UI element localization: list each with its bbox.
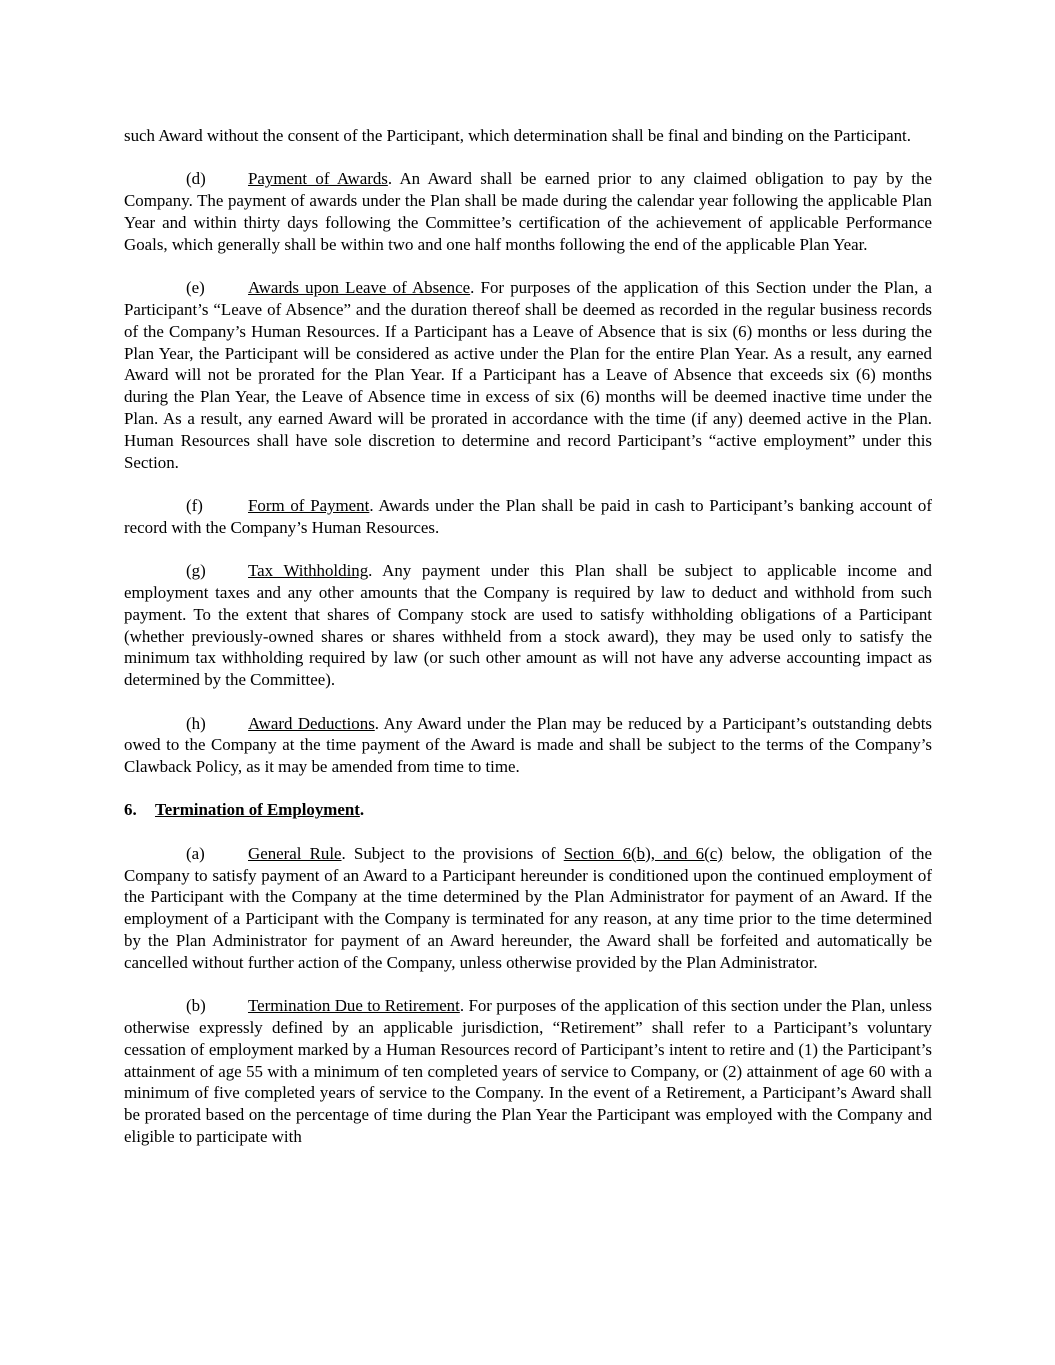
item-label: (d) — [186, 169, 206, 189]
item-label: (g) — [186, 561, 206, 581]
item-label: (f) — [186, 495, 203, 515]
section-number: 6. — [124, 800, 137, 820]
paragraph-5h — [124, 713, 932, 778]
continuation-paragraph: such Award without the consent of the Participant, which determination shall be final and binding on the Participant. — [124, 126, 911, 145]
section-reference: Section 6(b), and 6(c) — [563, 843, 723, 863]
item-title: Payment of Awards — [248, 169, 388, 189]
item-body: . An Award shall be earned prior to any claimed obligation to pay by the Company. The payment of awards under the Plan shall be made during the calendar year following the applicable Plan Year and within thirty days following the Committee’s certification of the achievement of applicable Performance Goals, which generally shall be within two and one half months following the end of the applicable Plan Year. — [124, 169, 932, 254]
item-label: (h) — [186, 713, 206, 733]
item-title: Awards upon Leave of Absence — [248, 278, 471, 298]
paragraph-5g — [124, 560, 932, 691]
section-title-punct: . — [359, 800, 365, 820]
item-body: . Any payment under this Plan shall be subject to applicable income and employment taxes and any other amounts that the Company is required by law to deduct and withhold from such payment. To the extent that shares of Company stock are used to satisfy withholding obligations of a Participant (whether previously-owned shares or shares withheld from a stock award), they may be used only to satisfy the minimum tax withholding required by law (or such other amount as will not have any adverse accounting impact as determined by the Committee). — [124, 561, 932, 690]
item-title: Form of Payment — [248, 495, 370, 515]
item-body: . Awards under the Plan shall be paid in cash to Participant’s banking account of record with the Company’s Human Resources. — [124, 495, 932, 537]
item-body: . For purposes of the application of this section under the Plan, unless otherwise expressly defined by an applicable jurisdiction, “Retirement” shall refer to a Participant’s voluntary cessation of employment marked by a Human Resources record of Participant’s intent to retire and (1) the Participant’s attainment of age 55 with a minimum of ten completed years of service to Company, or (2) attainment of age 60 with a minimum of five completed years of service to the Company. In the event of a Retirement, a Participant’s Award shall be prorated based on the percentage of time during the Plan Year the Participant was employed with the Company and eligible to participate with — [124, 996, 932, 1147]
item-title: Tax Withholding — [248, 561, 369, 581]
item-label: (a) — [186, 843, 205, 863]
item-body: . Any Award under the Plan may be reduced by a Participant’s outstanding debts owed to the Company at the time payment of the Award is made and shall be subject to the terms of the Company’s Clawback Policy, as it may be amended from time to time. — [124, 713, 932, 777]
document-page — [124, 125, 932, 1169]
item-body-pre: . Subject to the provisions of — [341, 843, 564, 863]
item-title: Award Deductions — [248, 713, 375, 733]
paragraph-5d — [124, 168, 932, 255]
paragraph-5e — [124, 277, 932, 473]
item-body-post: below, the obligation of the Company to satisfy payment of an Award to a Participant hereunder is conditioned upon the continued employment of the Participant with the Company at the time determined by the Plan Administrator for payment of an Award. If the employment of a Participant with the Company is terminated for any reason, at any time prior to the time determined by the Plan Administrator for payment of an Award hereunder, the Award shall be forfeited and automatically be cancelled without further action of the Company, unless otherwise provided by the Plan Administrator. — [124, 843, 932, 972]
paragraph-6a — [124, 843, 932, 974]
item-label: (b) — [186, 996, 206, 1016]
item-title: Termination Due to Retirement — [248, 996, 460, 1016]
paragraph-5f — [124, 495, 932, 539]
section-6-heading — [124, 799, 932, 821]
item-title: General Rule — [248, 843, 342, 863]
section-title: Termination of Employment — [155, 800, 360, 820]
paragraph-6b — [124, 995, 932, 1148]
item-body: . For purposes of the application of this Section under the Plan, a Participant’s “Leave of Absence” and the duration thereof shall be deemed as recorded in the regular business records of the Company’s Human Resources. If a Participant has a Leave of Absence that is six (6) months or less during the Plan Year, the Participant will be considered as active under the Plan for the entire Plan Year. As a result, any earned Award will not be prorated for the Plan Year. If a Participant has a Leave of Absence that exceeds six (6) months during the Plan Year, the Leave of Absence time in excess of six (6) months will be deemed inactive time under the Plan. As a result, any earned Award will be prorated in accordance with the time (if any) deemed active in the Plan. Human Resources shall have sole discretion to determine and record Participant’s “active employment” under this Section. — [124, 278, 933, 472]
item-label: (e) — [186, 278, 205, 298]
